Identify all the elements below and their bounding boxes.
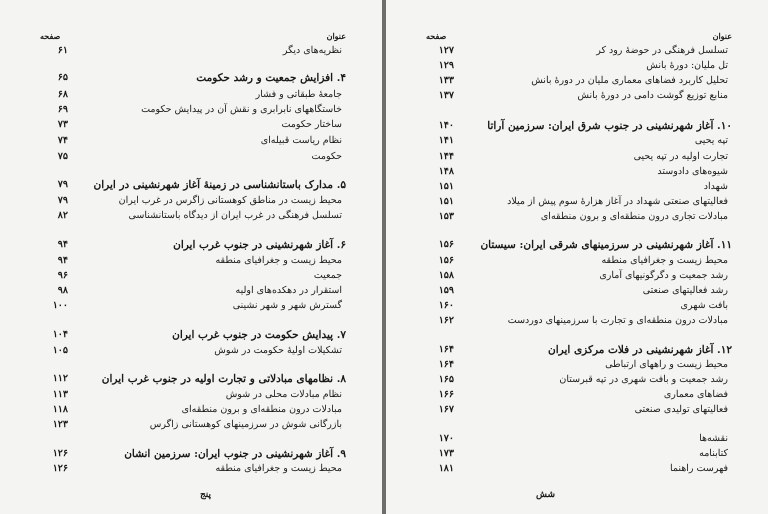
- toc-section-entry: [40, 344, 346, 358]
- toc-section-entry: [40, 403, 346, 417]
- entry-title: ۱۲. آغاز شهرنشینی در فلات مرکزی ایران: [548, 344, 732, 356]
- entry-title: تل ملیان: دورهٔ بانش: [646, 60, 728, 71]
- entry-page-number: ۱۳۷: [438, 90, 454, 101]
- toc-section-entry: [40, 134, 346, 148]
- entry-title: بافت شهری: [680, 300, 728, 311]
- entry-page-number: ۱۸۱: [438, 463, 454, 474]
- entry-title: نقشه‌ها: [699, 433, 728, 444]
- header-title: عنوان: [326, 31, 346, 41]
- header-page: صفحه: [426, 31, 447, 41]
- entry-page-number: ۹۴: [57, 255, 68, 266]
- entry-page-number: ۱۵۶: [438, 239, 454, 250]
- entry-page-number: ۱۰۴: [52, 329, 68, 340]
- entry-title: محیط زیست در مناطق کوهستانی زاگرس در غرب ایران: [118, 195, 342, 206]
- page-number-footer: شش: [536, 490, 556, 500]
- toc-header: [426, 31, 732, 43]
- entry-page-number: ۷۳: [57, 119, 68, 130]
- entry-page-number: ۷۹: [57, 179, 68, 190]
- entry-title: نظام ریاست قبیله‌ای: [260, 135, 342, 146]
- entry-title: محیط زیست و راههای ارتباطی: [605, 359, 728, 370]
- entry-title: شهداد: [703, 181, 728, 192]
- toc-section-entry: [40, 299, 346, 313]
- entry-page-number: ۱۴۸: [438, 166, 454, 177]
- entry-title: مبادلات درون منطقه‌ای و تجارت با سرزمینهای دوردست: [507, 315, 728, 326]
- entry-page-number: ۱۲۷: [438, 45, 454, 56]
- entry-page-number: ۷۵: [57, 151, 68, 162]
- toc-header: [40, 31, 346, 43]
- toc-section-entry: [426, 269, 732, 283]
- entry-title: تجارت اولیه در تپه یحیی: [633, 151, 728, 162]
- toc-section-entry: [426, 195, 732, 209]
- entry-page-number: ۹۸: [57, 285, 68, 296]
- entry-page-number: ۱۲۶: [52, 463, 68, 474]
- toc-chapter-entry: [40, 372, 346, 386]
- entry-page-number: ۱۳۳: [438, 75, 454, 86]
- entry-title: رشد جمعیت و بافت شهری در تپه قبرستان: [559, 374, 728, 385]
- entry-title: ۱۱. آغاز شهرنشینی در سرزمینهای شرقی ایران: سیستان: [480, 239, 732, 251]
- entry-title: تپه یحیی: [694, 135, 728, 146]
- entry-page-number: ۱۲۳: [52, 419, 68, 430]
- entry-page-number: ۷۹: [57, 195, 68, 206]
- entry-page-number: ۱۱۲: [52, 373, 68, 384]
- entry-title: ۶. آغاز شهرنشینی در جنوب غرب ایران: [173, 239, 346, 251]
- entry-page-number: ۶۸: [57, 89, 68, 100]
- entry-title: کتابنامه: [699, 448, 728, 459]
- toc-chapter-entry: [426, 343, 732, 357]
- entry-title: منابع توزیع گوشت دامی در دورهٔ بانش: [577, 90, 728, 101]
- entry-title: ۱۰. آغاز شهرنشینی در جنوب شرق ایران: سرزمین آراتا: [487, 120, 732, 132]
- toc-section-entry: [40, 284, 346, 298]
- entry-title: حکومت: [311, 151, 342, 162]
- toc-section-entry: [426, 59, 732, 73]
- entry-title: مبادلات درون منطقه‌ای و برون منطقه‌ای: [181, 404, 342, 415]
- entry-page-number: ۱۴۱: [438, 135, 454, 146]
- entry-title: رشد فعالیتهای صنعتی: [642, 285, 728, 296]
- entry-title: تشکیلات اولیهٔ حکومت در شوش: [214, 345, 342, 356]
- toc-section-entry: [40, 388, 346, 402]
- entry-page-number: ۱۵۶: [438, 255, 454, 266]
- entry-title: تسلسل فرهنگی در حوضهٔ رود کر: [596, 45, 728, 56]
- toc-section-entry: [426, 284, 732, 298]
- entry-title: ۹. آغاز شهرنشینی در جنوب ایران: سرزمین انشان: [124, 448, 346, 460]
- toc-section-entry: [426, 254, 732, 268]
- entry-page-number: ۱۴۰: [438, 120, 454, 131]
- entry-page-number: ۱۴۴: [438, 151, 454, 162]
- toc-chapter-entry: [40, 328, 346, 342]
- entry-title: گسترش شهر و شهر نشینی: [232, 300, 342, 311]
- entry-title: فعالیتهای تولیدی صنعتی: [634, 404, 728, 415]
- toc-section-entry: [40, 103, 346, 117]
- entry-page-number: ۶۵: [57, 72, 68, 83]
- entry-page-number: ۷۴: [57, 135, 68, 146]
- toc-section-entry: [40, 88, 346, 102]
- toc-section-entry: [426, 373, 732, 387]
- entry-title: شیوه‌های دادوستد: [657, 166, 728, 177]
- entry-title: بازرگانی شوش در سرزمینهای کوهستانی زاگرس: [149, 419, 342, 430]
- toc-section-entry: [426, 150, 732, 164]
- entry-page-number: ۹۴: [57, 239, 68, 250]
- entry-page-number: ۱۵۱: [438, 196, 454, 207]
- toc-section-entry: [426, 403, 732, 417]
- entry-page-number: ۱۰۵: [52, 345, 68, 356]
- toc-section-entry: [40, 44, 346, 58]
- entry-title: ۸. نظامهای مبادلاتی و تجارت اولیه در جنوب غرب ایران: [101, 373, 346, 385]
- entry-title: محیط زیست و جغرافیای منطقه: [601, 255, 728, 266]
- toc-section-entry: [426, 89, 732, 103]
- entry-page-number: ۱۷۳: [438, 448, 454, 459]
- entry-page-number: ۱۶۴: [438, 344, 454, 355]
- entry-title: فهرست راهنما: [670, 463, 728, 474]
- entry-title: نظریه‌های دیگر: [282, 45, 342, 56]
- toc-section-entry: [40, 209, 346, 223]
- entry-page-number: ۸۲: [57, 210, 68, 221]
- toc-section-entry: [40, 254, 346, 268]
- entry-title: جمعیت: [313, 270, 342, 281]
- entry-title: محیط زیست و جغرافیای منطقه: [215, 255, 342, 266]
- entry-title: فضاهای معماری: [663, 389, 728, 400]
- entry-page-number: ۱۶۷: [438, 404, 454, 415]
- toc-chapter-entry: [40, 447, 346, 461]
- entry-page-number: ۱۶۰: [438, 300, 454, 311]
- left-page: [0, 0, 382, 514]
- entry-title: محیط زیست و جغرافیای منطقه: [215, 463, 342, 474]
- entry-title: نظام مبادلات محلی در شوش: [225, 389, 342, 400]
- entry-title: جامعهٔ طبقاتی و فشار: [255, 89, 342, 100]
- toc-section-entry: [426, 432, 732, 446]
- entry-title: خاستگاههای نابرابری و نقش آن در پیدایش حکومت: [141, 104, 342, 115]
- entry-title: ساختار حکومت: [281, 119, 342, 130]
- toc-chapter-entry: [40, 71, 346, 85]
- toc-section-entry: [40, 269, 346, 283]
- entry-page-number: ۱۰۰: [52, 300, 68, 311]
- entry-page-number: ۱۲۹: [438, 60, 454, 71]
- right-page: [386, 0, 768, 514]
- toc-chapter-entry: [40, 178, 346, 192]
- page-number-footer: پنج: [200, 490, 212, 500]
- toc-section-entry: [40, 194, 346, 208]
- entry-title: فعالیتهای صنعتی شهداد در آغاز هزارهٔ سوم پیش از میلاد: [507, 196, 728, 207]
- toc-section-entry: [426, 447, 732, 461]
- entry-page-number: ۶۹: [57, 104, 68, 115]
- entry-page-number: ۹۶: [57, 270, 68, 281]
- entry-page-number: ۱۱۳: [52, 389, 68, 400]
- entry-page-number: ۱۶۴: [438, 359, 454, 370]
- entry-page-number: ۱۲۶: [52, 448, 68, 459]
- toc-section-entry: [426, 388, 732, 402]
- entry-title: تحلیل کاربرد فضاهای معماری ملیان در دورهٔ بانش: [531, 75, 728, 86]
- toc-section-entry: [426, 314, 732, 328]
- toc-chapter-entry: [426, 119, 732, 133]
- entry-page-number: ۱۱۸: [52, 404, 68, 415]
- entry-page-number: ۱۵۳: [438, 211, 454, 222]
- entry-title: مبادلات تجاری درون منطقه‌ای و برون منطقه‌ای: [540, 211, 728, 222]
- entry-page-number: ۱۶۶: [438, 389, 454, 400]
- toc-section-entry: [426, 358, 732, 372]
- toc-chapter-entry: [40, 238, 346, 252]
- toc-section-entry: [426, 210, 732, 224]
- toc-chapter-entry: [426, 238, 732, 252]
- toc-section-entry: [40, 462, 346, 476]
- toc-section-entry: [40, 150, 346, 164]
- toc-section-entry: [426, 134, 732, 148]
- entry-page-number: ۱۷۰: [438, 433, 454, 444]
- entry-page-number: ۱۵۸: [438, 270, 454, 281]
- entry-title: ۴. افزایش جمعیت و رشد حکومت: [196, 72, 346, 84]
- toc-section-entry: [426, 462, 732, 476]
- entry-page-number: ۶۱: [57, 45, 68, 56]
- header-title: عنوان: [712, 31, 732, 41]
- entry-page-number: ۱۶۲: [438, 315, 454, 326]
- entry-page-number: ۱۵۱: [438, 181, 454, 192]
- toc-section-entry: [426, 44, 732, 58]
- entry-page-number: ۱۶۵: [438, 374, 454, 385]
- toc-section-entry: [426, 180, 732, 194]
- entry-title: رشد جمعیت و دگرگونیهای آماری: [599, 270, 728, 281]
- entry-page-number: ۱۵۹: [438, 285, 454, 296]
- toc-section-entry: [426, 165, 732, 179]
- entry-title: تسلسل فرهنگی در غرب ایران از دیدگاه باستانشناسی: [128, 210, 342, 221]
- entry-title: استقرار در دهکده‌های اولیه: [235, 285, 342, 296]
- toc-section-entry: [426, 299, 732, 313]
- entry-title: ۵. مدارک باستانشناسی در زمینهٔ آغاز شهرنشینی در ایران: [93, 179, 346, 191]
- header-page: صفحه: [40, 31, 61, 41]
- toc-section-entry: [40, 418, 346, 432]
- toc-section-entry: [40, 118, 346, 132]
- entry-title: ۷. پیدایش حکومت در جنوب غرب ایران: [172, 329, 346, 341]
- toc-section-entry: [426, 74, 732, 88]
